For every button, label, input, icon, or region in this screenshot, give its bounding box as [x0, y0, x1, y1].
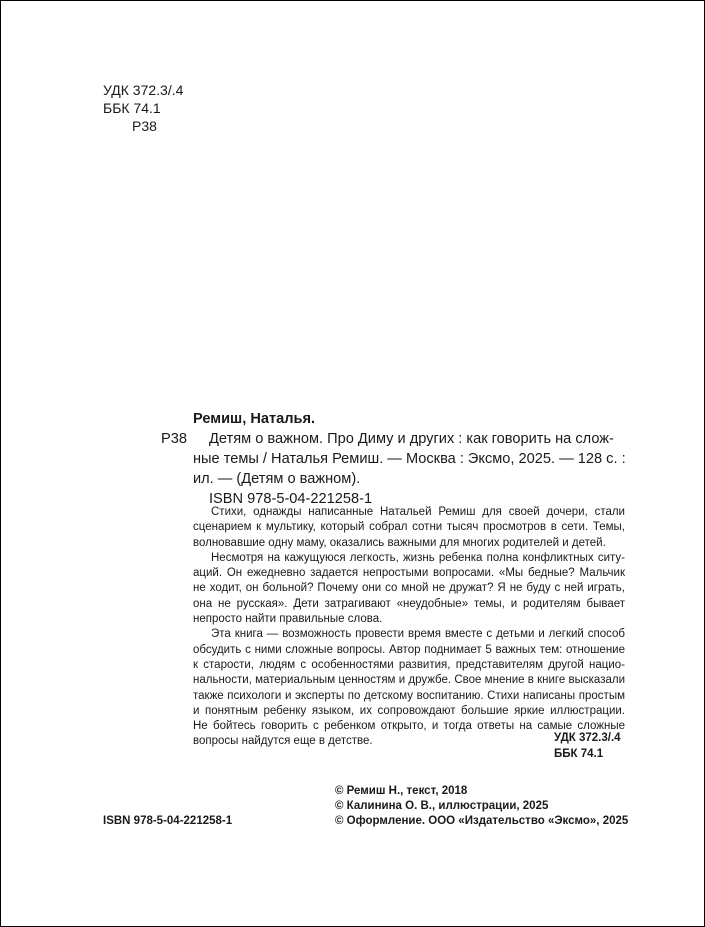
annotation-line: сценарием к мультику, который собрал сотни тысяч просмотров в сети. Темы, — [193, 521, 625, 534]
bbk-code-bottom: ББК 74.1 — [554, 748, 604, 760]
annotation-line: волновавшие одну маму, оказались важными для многих родителей и детей. — [193, 536, 606, 549]
annotation-line: Не бойтесь говорить с ребенком открыто, и тогда ответы на самые сложные — [193, 720, 625, 733]
annotation-line: Эта книга — возможность провести время вместе с детьми и легкий способ — [211, 628, 625, 641]
udk-code-top: УДК 372.3/.4 — [103, 82, 184, 98]
annotation-line: также психологи и эксперты по детскому воспитанию. Стихи написаны простым — [193, 689, 625, 702]
isbn-entry: ISBN 978-5-04-221258-1 — [209, 491, 373, 507]
copyright-design: © Оформление. ООО «Издательство «Эксмо», 2025 — [335, 815, 629, 827]
bbk-code-top: ББК 74.1 — [103, 100, 161, 116]
title-line-2: ные темы / Наталья Ремиш. — Москва : Эксмо, 2025. — 128 с. : — [193, 451, 626, 467]
isbn-footer: ISBN 978-5-04-221258-1 — [103, 815, 233, 827]
author-sign: Р38 — [161, 431, 187, 447]
annotation-line: Несмотря на кажущуюся легкость, жизнь ребенка полна конфликтных ситу- — [211, 551, 625, 564]
udk-code-bottom: УДК 372.3/.4 — [554, 732, 621, 744]
annotation-line: и понятным ребенку языком, их сопровождают большие яркие иллюстрации. — [193, 704, 625, 717]
annotation-line: обсудить с ними сложные вопросы. Автор поднимает 5 важных тем: отношение — [193, 643, 625, 656]
annotation-line: не ходит, он больной? Почему они со мной не дружат? Я не буду с ней играть, — [193, 582, 625, 595]
author-heading: Ремиш, Наталья. — [193, 411, 316, 427]
copyright-illustrations: © Калинина О. В., иллюстрации, 2025 — [335, 800, 549, 812]
annotation-line: Стихи, однажды написанные Натальей Ремиш для своей дочери, стали — [211, 506, 625, 518]
title-line-3: ил. — (Детям о важном). — [193, 471, 361, 487]
annotation-line: вопросы найдутся еще в детстве. — [193, 735, 373, 748]
copyright-text: © Ремиш Н., текст, 2018 — [335, 785, 468, 797]
annotation-line: аций. Он ежедневно задается непростыми вопросами. «Мы бедные? Мальчик — [193, 567, 625, 580]
annotation-line: непросто найти правильные слова. — [193, 613, 383, 626]
annotation-line: нальности, материальным ценностям и дружбе. Свое мнение в книге высказали — [193, 674, 625, 687]
annotation — [193, 505, 625, 750]
title-line-1: Детям о важном. Про Диму и других : как говорить на слож- — [209, 431, 614, 447]
author-sign-top: Р38 — [132, 118, 157, 134]
annotation-line: она не русская». Дети затрагивают «неудобные» темы, и родителям бывает — [193, 597, 625, 610]
annotation-line: к старости, людям с особенностями развития, представителям другой нацио- — [193, 658, 625, 671]
